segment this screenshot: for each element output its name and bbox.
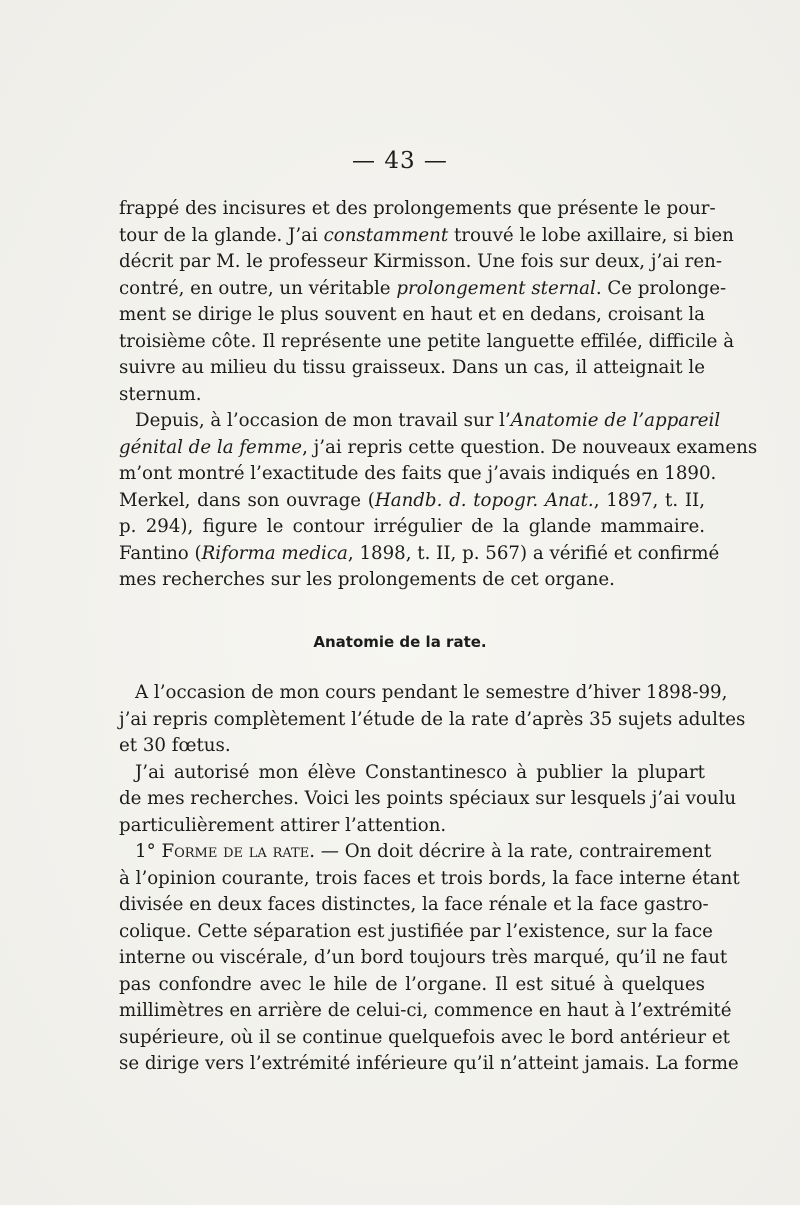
text-line: Merkel, dans son ouvrage (Handb. d. topogr. Anat., 1897, t. II, (119, 489, 705, 511)
text-line: frappé des incisures et des prolongements que présente le pour- (119, 198, 716, 219)
text-line: se dirige vers l’extrémité inférieure qu’il n’atteint jamais. La forme (119, 1053, 739, 1074)
text-line: interne ou viscérale, d’un bord toujours très marqué, qu’il ne faut (119, 947, 728, 968)
text-line: particulièrement attirer l’attention. (119, 814, 447, 836)
text-line: décrit par M. le professeur Kirmisson. Une fois sur deux, j’ai ren- (119, 251, 722, 272)
paragraph-group-spleen (119, 680, 746, 1078)
text-line: Fantino (Riforma medica, 1898, t. II, p. 567) a vérifié et confirmé (119, 542, 720, 564)
text-line: ment se dirige le plus souvent en haut et en dedans, croisant la (119, 304, 705, 325)
text-line: sternum. (119, 383, 202, 405)
text-line: contré, en outre, un véritable prolongement sternal. Ce prolonge- (119, 277, 727, 299)
text-line: A l’occasion de mon cours pendant le semestre d’hiver 1898-99, (135, 682, 728, 703)
text-line: et 30 fœtus. (119, 735, 231, 756)
text-line: m’ont montré l’exactitude des faits que j’avais indiqués en 1890. (119, 463, 717, 484)
text-line: suivre au milieu du tissu graisseux. Dans un cas, il atteignait le (119, 357, 705, 378)
text-line: colique. Cette séparation est justifiée par l’existence, sur la face (119, 920, 713, 942)
text-line: Depuis, à l’occasion de mon travail sur l’Anatomie de l’appareil (135, 410, 721, 431)
text-line: tour de la glande. J’ai constamment trouvé le lobe axillaire, si bien (119, 224, 734, 246)
text-line: divisée en deux faces distinctes, la face rénale et la face gastro- (119, 894, 709, 915)
text-line: millimètres en arrière de celui-ci, commence en haut à l’extrémité (119, 1000, 732, 1021)
text-line: troisième côte. Il représente une petite languette effilée, difficile à (119, 330, 735, 352)
paragraph-group-mammary-gland (119, 196, 758, 594)
text-line: 1° Forme de la rate. — On doit décrire à la rate, contrairement (135, 841, 712, 862)
section-heading: Anatomie de la rate. (313, 633, 487, 651)
text-line: mes recherches sur les prolongements de cet organe. (119, 569, 615, 590)
page-number: — 43 — (352, 148, 448, 174)
text-line: génital de la femme, j’ai repris cette question. De nouveaux examens (119, 436, 758, 458)
text-line: j’ai repris complètement l’étude de la rate d’après 35 sujets adultes (119, 708, 746, 730)
text-line: J’ai autorisé mon élève Constantinesco à publier la plupart (135, 761, 705, 783)
text-line: p. 294), figure le contour irrégulier de la glande mammaire. (119, 516, 705, 537)
text-line: pas confondre avec le hile de l’organe. Il est situé à quelques (119, 973, 705, 995)
text-line: à l’opinion courante, trois faces et trois bords, la face interne étant (119, 867, 740, 889)
text-line: de mes recherches. Voici les points spéciaux sur lesquels j’ai voulu (119, 788, 737, 809)
text-line: supérieure, où il se continue quelquefois avec le bord antérieur et (119, 1026, 730, 1048)
